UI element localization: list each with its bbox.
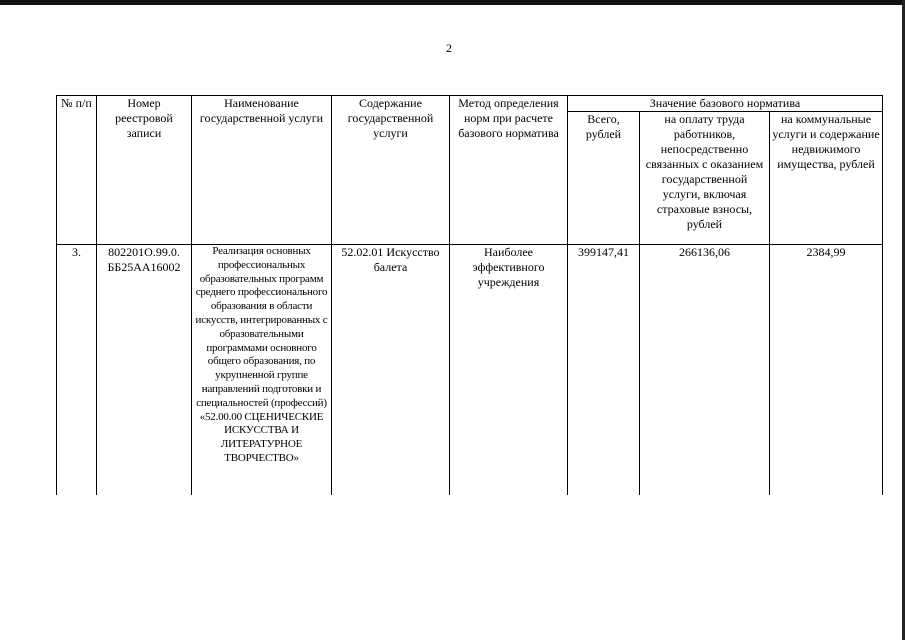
header-service-content: Содержание государственной услуги [332, 96, 450, 245]
cell-labor-costs: 266136,06 [640, 245, 770, 496]
header-total: Всего, рублей [568, 112, 640, 245]
header-service-name: Наименование государственной услуги [192, 96, 332, 245]
page-number: 2 [446, 41, 452, 55]
cell-utilities: 2384,99 [770, 245, 883, 496]
page-top-border [0, 0, 905, 5]
cell-registry-number: 802201О.99.0. ББ25АА16002 [97, 245, 192, 496]
cell-method: Наиболее эффективного учреждения [450, 245, 568, 496]
header-utilities: на коммунальные услуги и содержание недвижимого имущества, рублей [770, 112, 883, 245]
cell-service-content: 52.02.01 Искусство балета [332, 245, 450, 496]
cell-service-name: Реализация основных профессиональных образовательных программ среднего профессионального образования в области искусств, интегрированных с образовательными программами основного общего образования, по укрупненной группе направлений подготовки и специальностей (профессий) «52.00.00 СЦЕНИЧЕСКИЕ ИСКУССТВА И ЛИТЕРАТУРНОЕ ТВОРЧЕСТВО» [192, 245, 332, 496]
base-norm-table [56, 95, 883, 495]
header-method: Метод определения норм при расчете базового норматива [450, 96, 568, 245]
header-number: № п/п [57, 96, 97, 245]
header-registry-number: Номер реестровой записи [97, 96, 192, 245]
header-base-norm-value: Значение базового норматива [568, 96, 883, 112]
table-row [57, 245, 883, 496]
cell-total: 399147,41 [568, 245, 640, 496]
header-labor-costs: на оплату труда работников, непосредственно связанных с оказанием государственной услуги, включая страховые взносы, рублей [640, 112, 770, 245]
cell-number: 3. [57, 245, 97, 496]
